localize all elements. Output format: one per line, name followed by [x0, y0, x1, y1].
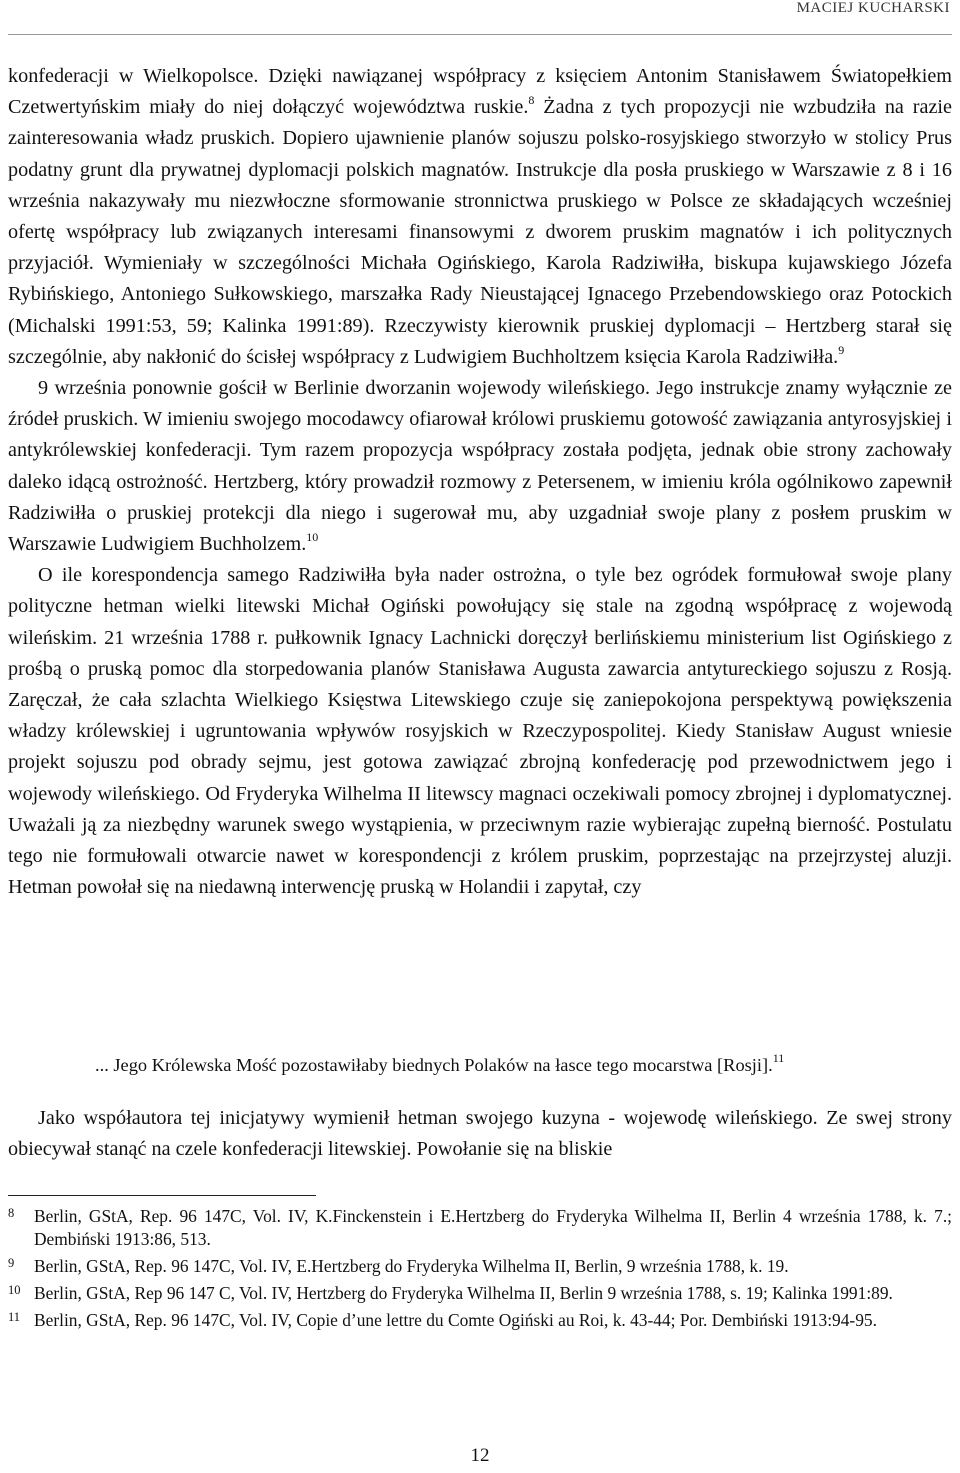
block-quote-text: ... Jego Królewska Mość pozostawiłaby biednych Polaków na łasce tego mocarstwa [Rosji].	[95, 1055, 773, 1075]
footnote-number: 11	[8, 1309, 21, 1324]
footnote	[8, 1255, 952, 1278]
footnote	[8, 1205, 952, 1250]
main-text	[8, 61, 952, 903]
footnote-divider	[8, 1195, 316, 1196]
footnote-ref-9[interactable]: 9	[838, 342, 845, 357]
footnote-text: Berlin, GStA, Rep 96 147 C, Vol. IV, Hertzberg do Fryderyka Wilhelma II, Berlin 9 września 1788, s. 19; Kalinka 1991:89.	[34, 1282, 893, 1303]
footnote-ref-8[interactable]: 8	[528, 93, 535, 108]
block-quote	[95, 1052, 955, 1078]
footnote	[8, 1309, 952, 1332]
footnotes	[8, 1205, 952, 1336]
paragraph-2	[8, 373, 952, 560]
footnote-text: Berlin, GStA, Rep. 96 147C, Vol. IV, K.Finckenstein i E.Hertzberg do Fryderyka Wilhelma II, Berlin 4 września 1788, k. 7.; Dembiński 1913:86, 513.	[34, 1206, 952, 1249]
footnote-text: Berlin, GStA, Rep. 96 147C, Vol. IV, Copie d’une lettre du Comte Ogiński au Roi, k. 43-44; Por. Dembiński 1913:94-95.	[34, 1309, 877, 1330]
footnote-ref-11[interactable]: 11	[772, 1051, 785, 1065]
footnote	[8, 1282, 952, 1305]
paragraph-1-text-a: konfederacji w Wielkopolsce. Dzięki nawiązanej współpracy z księciem Antonim Stanisławem Światopełkiem Czetwertyńskim miały do niej dołączyć województwa ruskie.	[8, 65, 952, 119]
footnote-number: 9	[8, 1255, 15, 1270]
footnote-ref-10[interactable]: 10	[306, 530, 319, 545]
closing-text	[8, 1103, 952, 1165]
paragraph-4: Jako współautora tej inicjatywy wymienił hetman swojego kuzyna - wojewodę wileńskiego. Ze swej strony obiecywał stanąć na czele konfederacji litewskiej. Powołanie się na bliskie	[8, 1107, 952, 1161]
footnote-text: Berlin, GStA, Rep. 96 147C, Vol. IV, E.Hertzberg do Fryderyka Wilhelma II, Berlin, 9 września 1788, k. 19.	[34, 1255, 789, 1276]
page-number: 12	[470, 1445, 490, 1466]
paragraph-2-text: 9 września ponownie gościł w Berlinie dworzanin wojewody wileńskiego. Jego instrukcje znamy wyłącznie ze źródeł pruskich. W imieniu swojego mocodawcy ofiarował królowi pruskiemu gotowość zawiązania antyrosyjskiej i antykrólewskiej konfederacji. Tym razem propozycja współpracy została podjęta, jednak obie strony zachowały daleko idącą ostrożność. Hertzberg, który prowadził rozmowy z Petersenem, w imieniu króla ogólnikowo zapewnił Radziwiłła o pruskiej protekcji dla niego i sugerował mu, aby uzgadniał swoje plany z posłem pruskim w Warszawie Ludwigiem Buchholzem.	[8, 377, 952, 556]
footnote-number: 10	[8, 1282, 21, 1297]
header-divider	[8, 34, 952, 35]
paragraph-1-text-b: Żadna z tych propozycji nie wzbudziła na razie zainteresowania władz pruskich. Dopiero ujawnienie planów sojuszu polsko-rosyjskiego stworzyło w stolicy Prus podatny grunt dla prywatnej dyplomacji polskich magnatów. Instrukcje dla posła pruskiego w Warszawie z 8 i 16 września nakazywały mu niezwłoczne sformowanie stronnictwa pruskiego w Polsce ze składających wcześniej ofertę współpracy lub związanych interesami finansowymi z dworem pruskim magnatów i ich politycznych przyjaciół. Wymieniały w szczególności Michała Ogińskiego, Karola Radziwiłła, biskupa kujawskiego Józefa Rybińskiego, Antoniego Sułkowskiego, marszałka Rady Nieustającej Ignacego Przebendowskiego oraz Potockich (Michalski 1991:53, 59; Kalinka 1991:89). Rzeczywisty kierownik pruskiej dyplomacji – Hertzberg starał się szczególnie, aby nakłonić do ścisłej współpracy z Ludwigiem Buchholtzem księcia Karola Radziwiłła.	[8, 96, 953, 368]
paragraph-1	[8, 61, 952, 373]
running-head: MACIEJ KUCHARSKI	[796, 0, 950, 16]
footnote-number: 8	[8, 1206, 15, 1220]
paragraph-3: O ile korespondencja samego Radziwiłła była nader ostrożna, o tyle bez ogródek formułował swoje plany polityczne hetman wielki litewski Michał Ogiński powołujący się stale na zgodną współpracę z wojewodą wileńskim. 21 września 1788 r. pułkownik Ignacy Lachnicki doręczył berlińskiemu ministerium list Ogińskiego z prośbą o pruską pomoc dla storpedowania planów Stanisława Augusta zawarcia antytureckiego sojuszu z Rosją. Zaręczał, że cała szlachta Wielkiego Księstwa Litewskiego czuje się zaniepokojona perspektywą powiększenia władzy królewskiej i ugruntowania wpływów rosyjskich w Rzeczypospolitej. Kiedy Stanisław August wniesie projekt sojuszu pod obrady sejmu, jest gotowa zawiązać zbrojną konfederację pod przewodnictwem jego i wojewody wileńskiego. Od Fryderyka Wilhelma II litewscy magnaci oczekiwali pomocy zbrojnej i dyplomatycznej. Uważali ją za niezbędny warunek swego wystąpienia, w przeciwnym razie wybierając zupełną bierność. Postulatu tego nie formułowali otwarcie nawet w korespondencji z królem pruskim, poprzestając na przejrzystej aluzji. Hetman powołał się na niedawną interwencję pruską w Holandii i zapytał, czy	[8, 564, 952, 899]
